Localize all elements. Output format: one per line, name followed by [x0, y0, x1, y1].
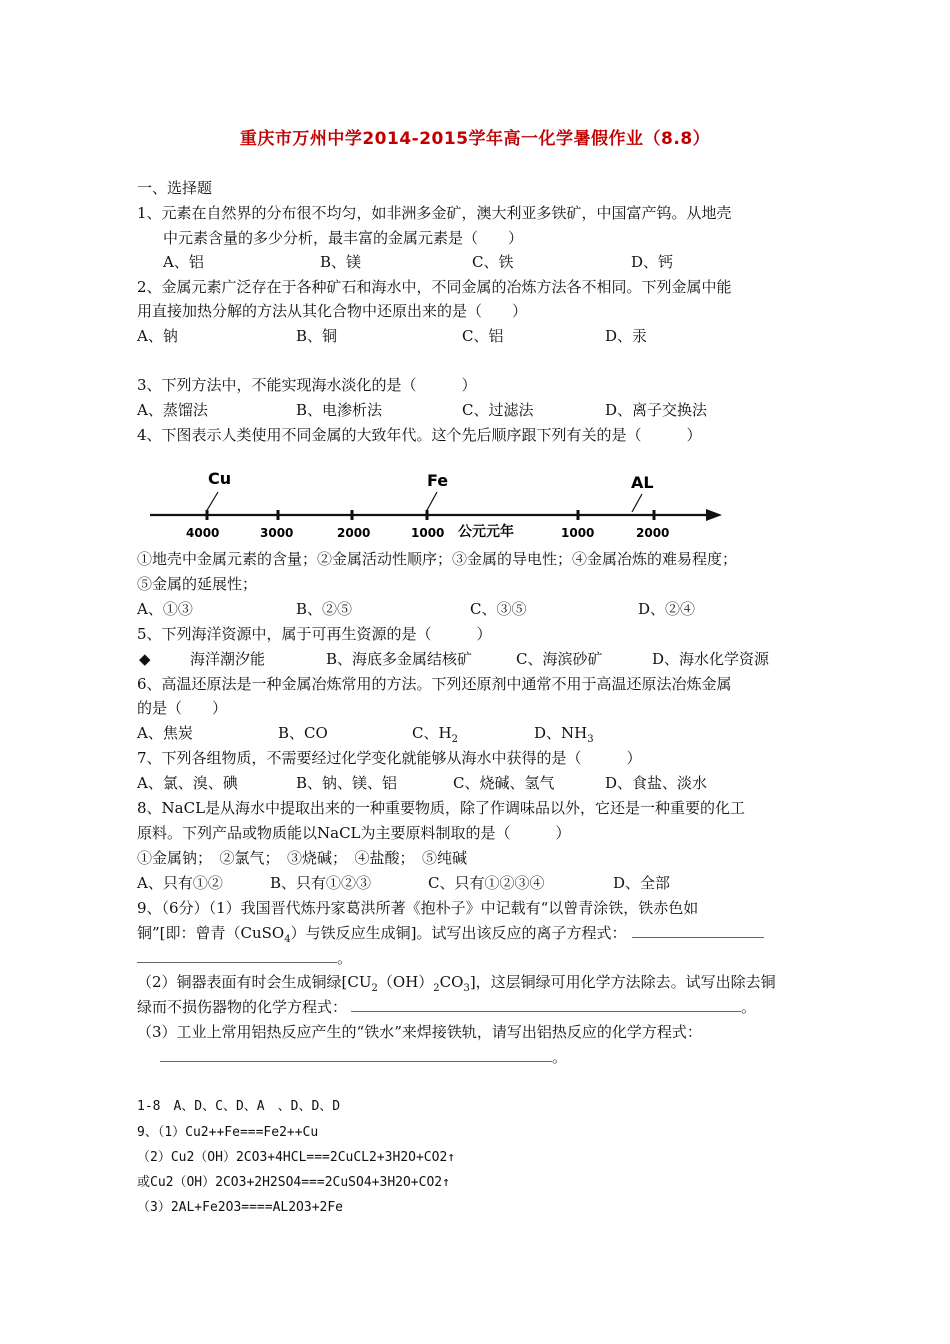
- q5-option-c: C、海滨砂矿: [516, 650, 603, 668]
- q2-option-b: B、铜: [296, 327, 338, 345]
- question-4-text: 4、下图表示人类使用不同金属的大致年代。这个先后顺序跟下列有关的是（ ）: [137, 426, 702, 444]
- q3-option-a: A、蒸馏法: [137, 401, 208, 419]
- q1-option-b: B、镁: [320, 253, 362, 271]
- question-1-text: 1、元素在自然界的分布很不均匀，如非洲多金矿，澳大利亚多铁矿，中国富产钨。从地壳: [137, 204, 732, 222]
- q5-option-d: D、海水化学资源: [652, 650, 770, 668]
- question-8-items: ①金属钠； ②氯气； ③烧碱； ④盐酸； ⑤纯碱: [137, 849, 468, 867]
- question-9-part1: 铜”[即：曾青（CuSO$_4$）与铁反应生成铜]。试写出该反应的离子方程式：: [137, 923, 764, 950]
- question-9-part3-cont: 。: [160, 1047, 567, 1067]
- q8-option-d: D、全部: [613, 874, 671, 892]
- tick-label: 2000: [636, 526, 670, 540]
- timeline-arrow-icon: [706, 509, 722, 521]
- question-9-part2-cont: 绿而不损伤器物的化学方程式： 。: [137, 998, 757, 1016]
- answer-blank[interactable]: [137, 948, 337, 963]
- answer-key-5: （3）2AL+Fe2O3====AL2O3+2Fe: [137, 1200, 344, 1215]
- question-9-part1-cont: 。: [137, 948, 352, 968]
- question-8-text: 8、NaCL是从海水中提取出来的一种重要物质，除了作调味品以外，它还是一种重要的化工: [137, 799, 746, 817]
- question-8-text-cont: 原料。下列产品或物质能以NaCL为主要原料制取的是（ ）: [137, 824, 571, 842]
- q1-option-a: A、铝: [163, 253, 204, 271]
- question-4-statements: ①地壳中金属元素的含量；②金属活动性顺序；③金属的导电性；④金属冶炼的难易程度；: [137, 550, 738, 568]
- question-2-text-cont: 用直接加热分解的方法从其化合物中还原出来的是（ ）: [137, 302, 528, 320]
- q6-option-c: C、$H_2$: [412, 724, 458, 745]
- question-9-part2: （2）铜器表面有时会生成铜绿$[CU_2(OH)_2CO_3]$，这层铜绿可用化学方法除去。试写出除去铜: [137, 973, 776, 994]
- tick-label: 2000: [337, 526, 371, 540]
- question-5-text: 5、下列海洋资源中，属于可再生资源的是（ ）: [137, 625, 492, 643]
- q2-option-a: A、钠: [137, 327, 178, 345]
- answer-key-3: （2）Cu2（OH）2CO3+4HCL===2CuCL2+3H2O+CO2↑: [137, 1150, 456, 1165]
- question-9-part3: （3）工业上常用铝热反应产生的“铁水”来焊接铁轨，请写出铝热反应的化学方程式：: [137, 1023, 702, 1041]
- tick-label: 1000: [411, 526, 445, 540]
- question-7-text: 7、下列各组物质，不需要经过化学变化就能够从海水中获得的是（ ）: [137, 749, 642, 767]
- q3-option-d: D、离子交换法: [605, 401, 708, 419]
- q8-option-b: B、只有①②③: [270, 874, 372, 892]
- q4-option-c: C、③⑤: [470, 600, 527, 618]
- q2-option-c: C、铝: [462, 327, 504, 345]
- question-1-text-cont: 中元素含量的多少分析，最丰富的金属元素是（ ）: [163, 229, 524, 247]
- q6-option-b: B、CO: [278, 724, 328, 742]
- answer-key-4: 或Cu2（OH）2CO3+2H2SO4===2CuSO4+3H2O+CO2↑: [137, 1175, 450, 1190]
- metal-timeline-diagram: [140, 462, 740, 550]
- metal-label-cu: Cu: [208, 469, 232, 488]
- question-6-text-cont: 的是（ ）: [137, 699, 228, 717]
- q8-option-a: A、只有①②: [137, 874, 223, 892]
- q5-option-a: 海洋潮汐能: [190, 650, 266, 668]
- q4-option-d: D、②④: [638, 600, 696, 618]
- answer-blank[interactable]: [351, 997, 741, 1012]
- q4-option-b: B、②⑤: [296, 600, 353, 618]
- timeline-center-label: 公元元年: [458, 524, 514, 540]
- q2-option-d: D、汞: [605, 327, 648, 345]
- q7-option-a: A、氯、溴、碘: [137, 774, 238, 792]
- question-3-text: 3、下列方法中，不能实现海水淡化的是（ ）: [137, 376, 477, 394]
- diamond-bullet-icon: ◆: [139, 650, 151, 668]
- answer-blank[interactable]: [632, 923, 764, 938]
- q6-option-d: D、$NH_3$: [534, 724, 594, 745]
- answer-blank[interactable]: [160, 1047, 552, 1062]
- tick-label: 1000: [561, 526, 595, 540]
- answer-key-1: 1-8 A、D、C、D、A 、D、D、D: [137, 1099, 341, 1114]
- tick-label: 4000: [186, 526, 220, 540]
- q4-option-a: A、①③: [137, 600, 193, 618]
- question-2-text: 2、金属元素广泛存在于各种矿石和海水中，不同金属的冶炼方法各不相同。下列金属中能: [137, 278, 732, 296]
- tick-label: 3000: [260, 526, 294, 540]
- q8-option-c: C、只有①②③④: [428, 874, 545, 892]
- q3-option-b: B、电渗析法: [296, 401, 383, 419]
- q7-option-c: C、烧碱、氢气: [453, 774, 555, 792]
- q6-option-a: A、焦炭: [137, 724, 193, 742]
- q7-option-b: B、钠、镁、铝: [296, 774, 398, 792]
- question-9-text: 9、（6分）（1）我国晋代炼丹家葛洪所著《抱朴子》中记载有“以曾青涂铁，铁赤色如: [137, 899, 699, 917]
- q7-option-d: D、食盐、淡水: [605, 774, 708, 792]
- page-title: 重庆市万州中学2014-2015学年高一化学暑假作业（8.8）: [239, 129, 711, 149]
- question-4-statements-cont: ⑤金属的延展性；: [137, 575, 258, 593]
- q1-option-c: C、铁: [472, 253, 514, 271]
- metal-label-al: AL: [631, 473, 654, 492]
- q5-option-b: B、海底多金属结核矿: [326, 650, 473, 668]
- answer-key-2: 9、（1）Cu2++Fe===Fe2++Cu: [137, 1125, 319, 1140]
- metal-label-fe: Fe: [427, 471, 449, 490]
- question-6-text: 6、高温还原法是一种金属冶炼常用的方法。下列还原剂中通常不用于高温还原法冶炼金属: [137, 675, 732, 693]
- q3-option-c: C、过滤法: [462, 401, 534, 419]
- section-heading: 一、选择题: [137, 179, 213, 197]
- q1-option-d: D、钙: [631, 253, 674, 271]
